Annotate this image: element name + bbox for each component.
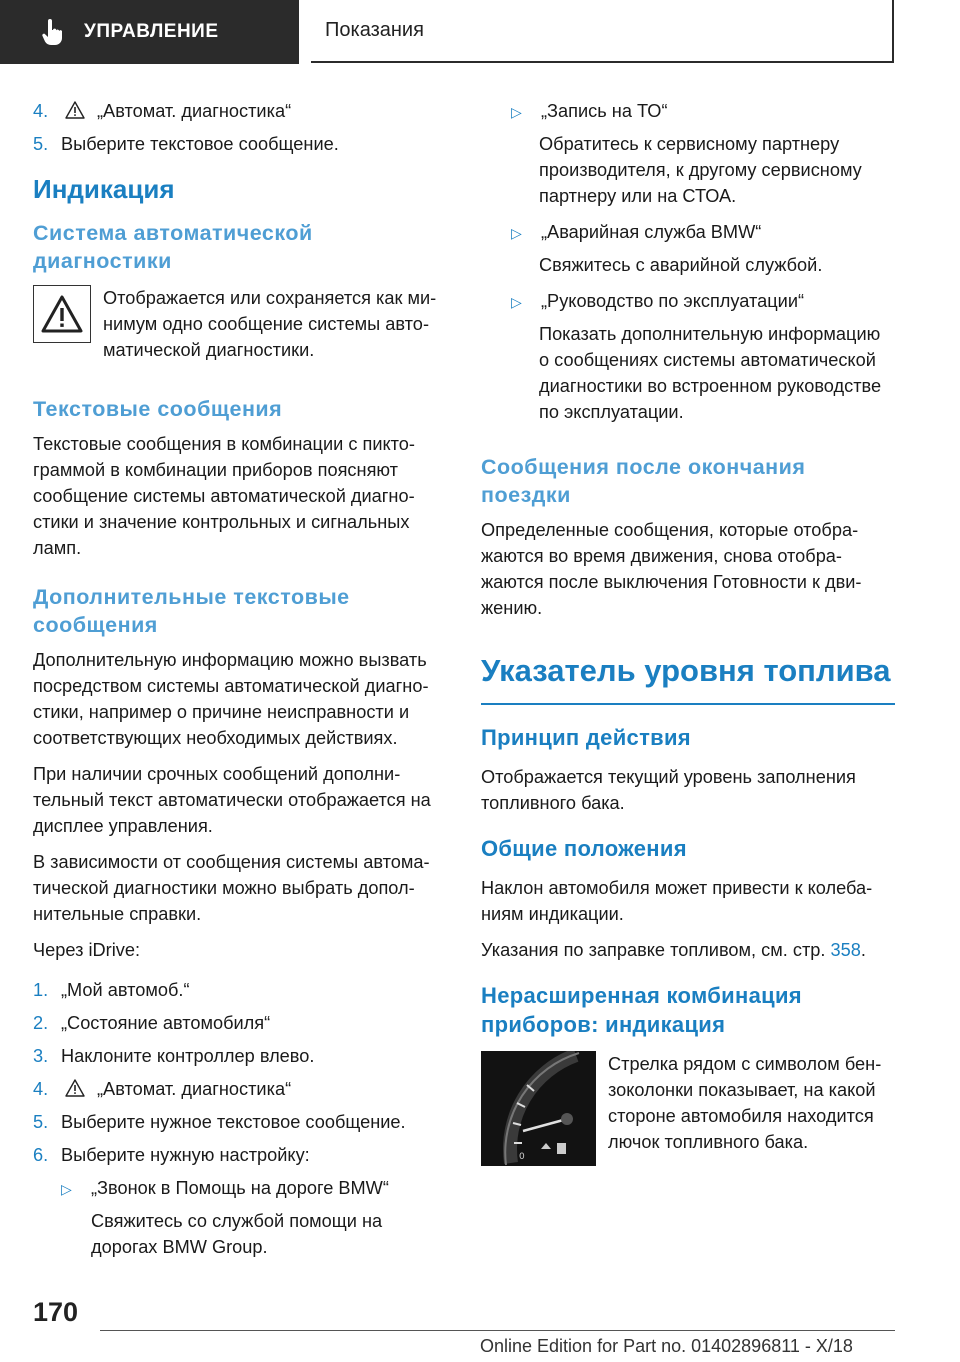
svg-text:0: 0 <box>519 1152 525 1162</box>
sub-list-item: ▷ „Запись на ТО“ Обратитесь к сервисному партнеру производителя, к другому сервисному партнеру или на СТОА. <box>511 98 895 209</box>
triangle-bullet-icon: ▷ <box>511 294 522 310</box>
section-header <box>0 0 299 64</box>
page-link[interactable]: 358 <box>830 940 861 960</box>
section-title: УПРАВЛЕНИЕ <box>84 21 219 42</box>
warning-icon <box>65 101 85 119</box>
list-item: 4. „Автомат. диагностика“ <box>33 101 292 121</box>
subsection-header <box>311 0 894 63</box>
chapter-title: Указатель уровня топлива <box>481 651 895 705</box>
heading-principle: Принцип действия <box>481 725 691 750</box>
heading-indication: Индикация <box>33 174 175 204</box>
page-number: 170 <box>33 1297 79 1327</box>
list-item: 5. Выберите текстовое сообщение. <box>33 134 339 154</box>
list-item: 4. „Автомат. диагностика“ <box>33 1079 292 1099</box>
heading-nonexpanded: Нерасширенная комбинация приборов: индикация <box>481 983 802 1037</box>
heading-system: Система автоматической диагностики <box>33 221 313 273</box>
fuel-gauge-image <box>481 1051 596 1166</box>
list-item: 1. „Мой автомоб.“ <box>33 980 190 1000</box>
warning-icon <box>40 294 84 334</box>
right-column: ▷ „Запись на ТО“ Обратитесь к сервисному партнеру производителя, к другому сервисному партнеру или на СТОА. ▷ „Аварийная служба BMW“ Свяжитесь с аварийной службой. ▷ „Руководство по эксплуатации“ Показать дополнительную информацию о сообщениях системы автоматической диагностики во встроенном руководстве по эксплуатации. Сообщения после окончания поездки Определенные сообщения, которые отображаются во время движения, снова отображаются после выключения Готовности к движению. Указатель уровня топлива Принцип действия Отображается текущий уровень заполнения топливного бака. Общие положения Наклон автомобиля может привести к колебаниям индикации. Указания по заправке топливом, см. стр. 358. Нерасширенная комбинация приборов: индикация 0 Стрелка рядом с символом бензоколонки показывает, на какой стороне автомобиля находится лючок топливного бака. <box>481 98 895 1166</box>
subsection-title: Показания <box>325 19 424 41</box>
triangle-bullet-icon: ▷ <box>511 104 522 120</box>
sub-list-item: ▷ „Руководство по эксплуатации“ Показать дополнительную информацию о сообщениях системы автоматической диагностики во встроенном руководстве по эксплуатации. <box>511 288 895 425</box>
heading-general: Общие положения <box>481 836 687 861</box>
warning-icon <box>65 1079 85 1097</box>
sub-list-item: ▷ „Аварийная служба BMW“ Свяжитесь с аварийной службой. <box>511 219 895 278</box>
gauge-block: 0 Стрелка рядом с символом бензоколонки показывает, на какой стороне автомобиля находится лючок топливного бака. <box>481 1051 895 1166</box>
heading-text-messages: Текстовые сообщения <box>33 397 283 421</box>
triangle-bullet-icon: ▷ <box>61 1181 72 1197</box>
hand-pointer-icon <box>42 19 62 45</box>
footer-edition: Online Edition for Part no. 01402896811 - X/18 <box>480 1336 853 1356</box>
list-item: 5. Выберите нужное текстовое сообщение. <box>33 1112 406 1132</box>
heading-after-trip: Сообщения после окончания поездки <box>481 455 806 507</box>
list-item: 2. „Состояние автомобиля“ <box>33 1013 271 1033</box>
footer-divider <box>100 1330 895 1331</box>
heading-additional: Дополнительные текстовые сообщения <box>33 585 350 637</box>
list-item: 3. Наклоните контроллер влево. <box>33 1046 315 1066</box>
warning-pictogram <box>33 285 91 343</box>
left-column: 4. „Автомат. диагностика“ 5. Выберите текстовое сообщение. Индикация Система автоматической диагностики Отображается или сохраняется как минимум одно сообщение системы автоматической диагностики. Текстовые сообщения Текстовые сообщения в комбинации с пиктограммой в комбинации приборов поясняют сообщение системы автоматической диагностики и значение контрольных и сигнальных ламп. Дополнительные текстовые сообщения Дополнительную информацию можно вызвать посредством системы автоматической диагностики, например о причине неисправности и соответствующих необходимых действиях. При наличии срочных сообщений дополнительный текст автоматически отображается на дисплее управления. В зависимости от сообщения системы автоматической диагностики можно выбрать дополнительные справки. Через iDrive: 1. „Мой автомоб.“ 2. „Состояние автомобиля“ 3. Наклоните контроллер влево. 4. „Автомат. диагностика“ 5. Выберите нужное текстовое сообщение. 6. Выберите нужную настройку: ▷ „Звонок в Помощь на дороге BMW“ Свяжитесь со службой помощи на дорогах BMW Group. <box>33 98 451 1270</box>
list-item: 6. Выберите нужную настройку: <box>33 1145 310 1165</box>
warning-block: Отображается или сохраняется как минимум одно сообщение системы автоматической диагностики. <box>33 285 451 363</box>
triangle-bullet-icon: ▷ <box>511 225 522 241</box>
sub-list-item: ▷ „Звонок в Помощь на дороге BMW“ Свяжитесь со службой помощи на дорогах BMW Group. <box>61 1175 451 1260</box>
